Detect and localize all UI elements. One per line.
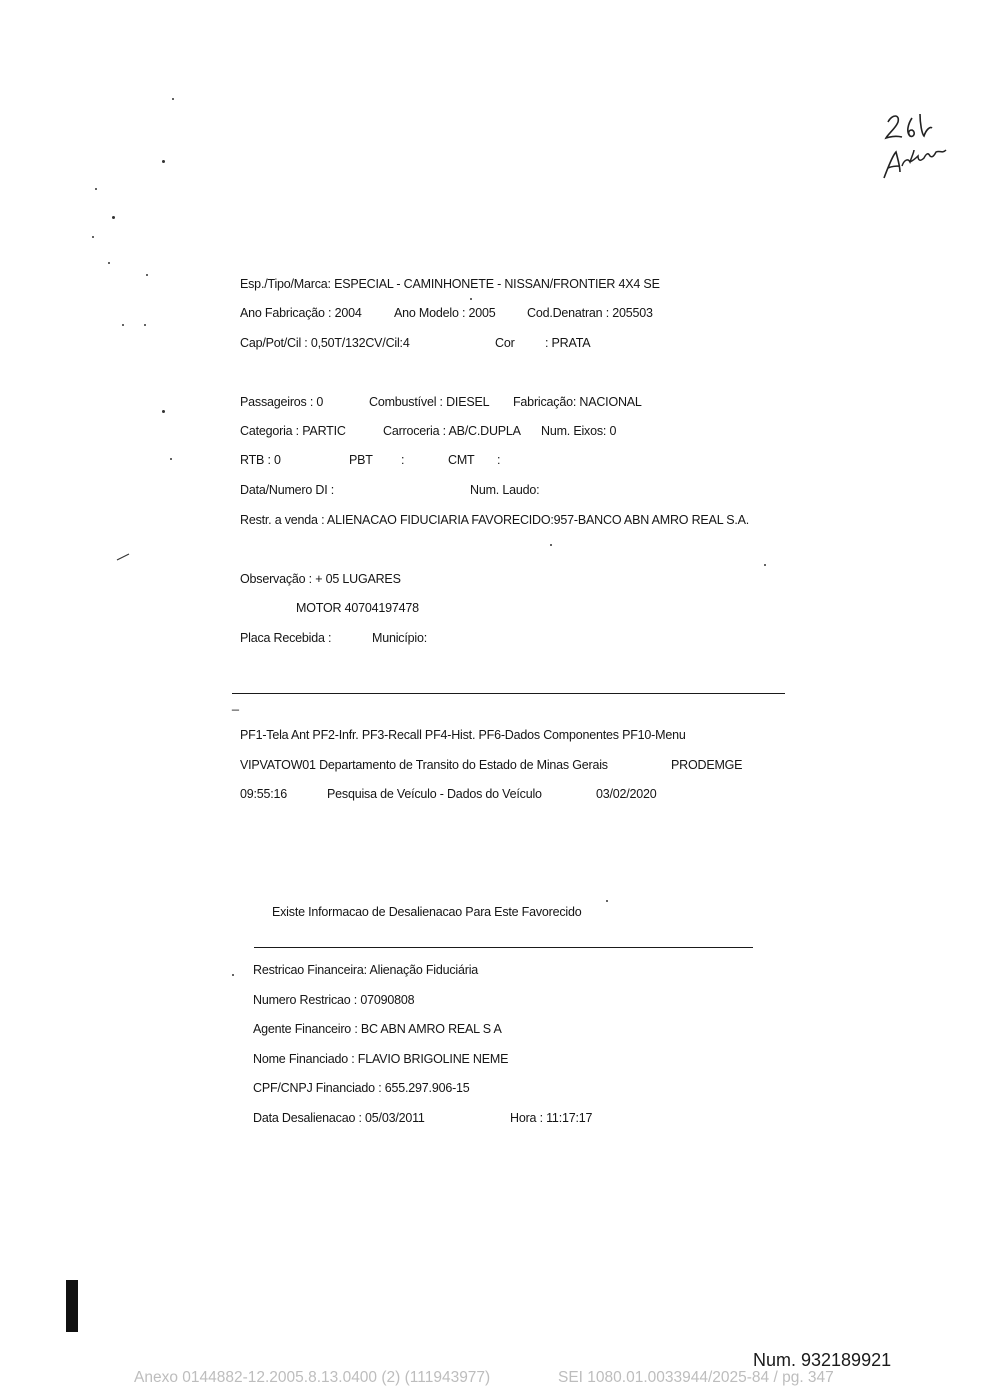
nome-financiado: Nome Financiado : FLAVIO BRIGOLINE NEME [253,1052,509,1066]
agente-financeiro: Agente Financeiro : BC ABN AMRO REAL S A [253,1022,502,1036]
anexo-reference: Anexo 0144882-12.2005.8.13.0400 (2) (111943977) [134,1369,491,1386]
desalienacao-heading: Existe Informacao de Desalienacao Para Este Favorecido [272,905,582,919]
cmt-colon: : [497,453,501,467]
data-numero-di: Data/Numero DI : [240,483,335,497]
speck [764,564,766,566]
ano-fabricacao: Ano Fabricação : 2004 [240,306,362,320]
speck [146,274,148,276]
margin-bar [66,1280,78,1332]
speck [606,900,608,902]
rtb: RTB : 0 [240,453,281,467]
speck [95,188,97,190]
time: 09:55:16 [240,787,288,801]
speck [108,262,110,264]
motor: MOTOR 40704197478 [296,601,419,615]
speck [232,974,234,976]
sei-reference: SEI 1080.01.0033944/2025-84 / pg. 347 [558,1369,834,1386]
speck [162,410,165,413]
carroceria: Carroceria : AB/C.DUPLA [383,424,521,438]
speck [550,544,552,546]
cor-label: Cor [495,336,515,350]
cod-denatran: Cod.Denatran : 205503 [527,306,653,320]
restr-venda: Restr. a venda : ALIENACAO FIDUCIARIA FAVORECIDO:957-BANCO ABN AMRO REAL S.A. [240,513,750,527]
numero-restricao: Numero Restricao : 07090808 [253,993,415,1007]
num-eixos: Num. Eixos: 0 [541,424,617,438]
company: PRODEMGE [671,758,743,772]
hora: Hora : 11:17:17 [510,1111,593,1125]
cmt-label: CMT [448,453,475,467]
speck [92,236,94,238]
stray-mark [116,552,130,562]
restricao-financeira: Restricao Financeira: Alienação Fiduciária [253,963,479,977]
pbt-label: PBT [349,453,373,467]
speck [144,324,146,326]
cap-pot-cil: Cap/Pot/Cil : 0,50T/132CV/Cil:4 [240,336,410,350]
screen-id: VIPVATOW01 Departamento de Transito do Estado de Minas Gerais [240,758,608,772]
function-keys: PF1-Tela Ant PF2-Infr. PF3-Recall PF4-Hist. PF6-Dados Componentes PF10-Menu [240,728,686,742]
speck [162,160,165,163]
passageiros: Passageiros : 0 [240,395,324,409]
combustivel: Combustível : DIESEL [369,395,490,409]
speck [172,98,174,100]
screen-title: Pesquisa de Veículo - Dados do Veículo [327,787,542,801]
handwritten-annotation [870,100,960,190]
cursor-dash: _ [232,697,239,711]
cpf-cnpj-financiado: CPF/CNPJ Financiado : 655.297.906-15 [253,1081,470,1095]
observacao: Observação : + 05 LUGARES [240,572,401,586]
num-laudo: Num. Laudo: [470,483,540,497]
data-desalienacao: Data Desalienacao : 05/03/2011 [253,1111,425,1125]
speck [170,458,172,460]
separator-line [232,693,785,694]
pbt-colon: : [401,453,405,467]
placa-recebida: Placa Recebida : [240,631,332,645]
categoria: Categoria : PARTIC [240,424,346,438]
ano-modelo: Ano Modelo : 2005 [394,306,496,320]
document-number: Num. 932189921 [753,1350,892,1370]
speck [470,298,472,300]
fabricacao: Fabricação: NACIONAL [513,395,642,409]
speck [122,324,124,326]
esp-tipo-marca: Esp./Tipo/Marca: ESPECIAL - CAMINHONETE - NISSAN/FRONTIER 4X4 SE [240,277,660,291]
cor-value: : PRATA [545,336,591,350]
speck [112,216,115,219]
municipio: Município: [372,631,427,645]
date: 03/02/2020 [596,787,657,801]
desalienacao-separator [254,947,753,948]
